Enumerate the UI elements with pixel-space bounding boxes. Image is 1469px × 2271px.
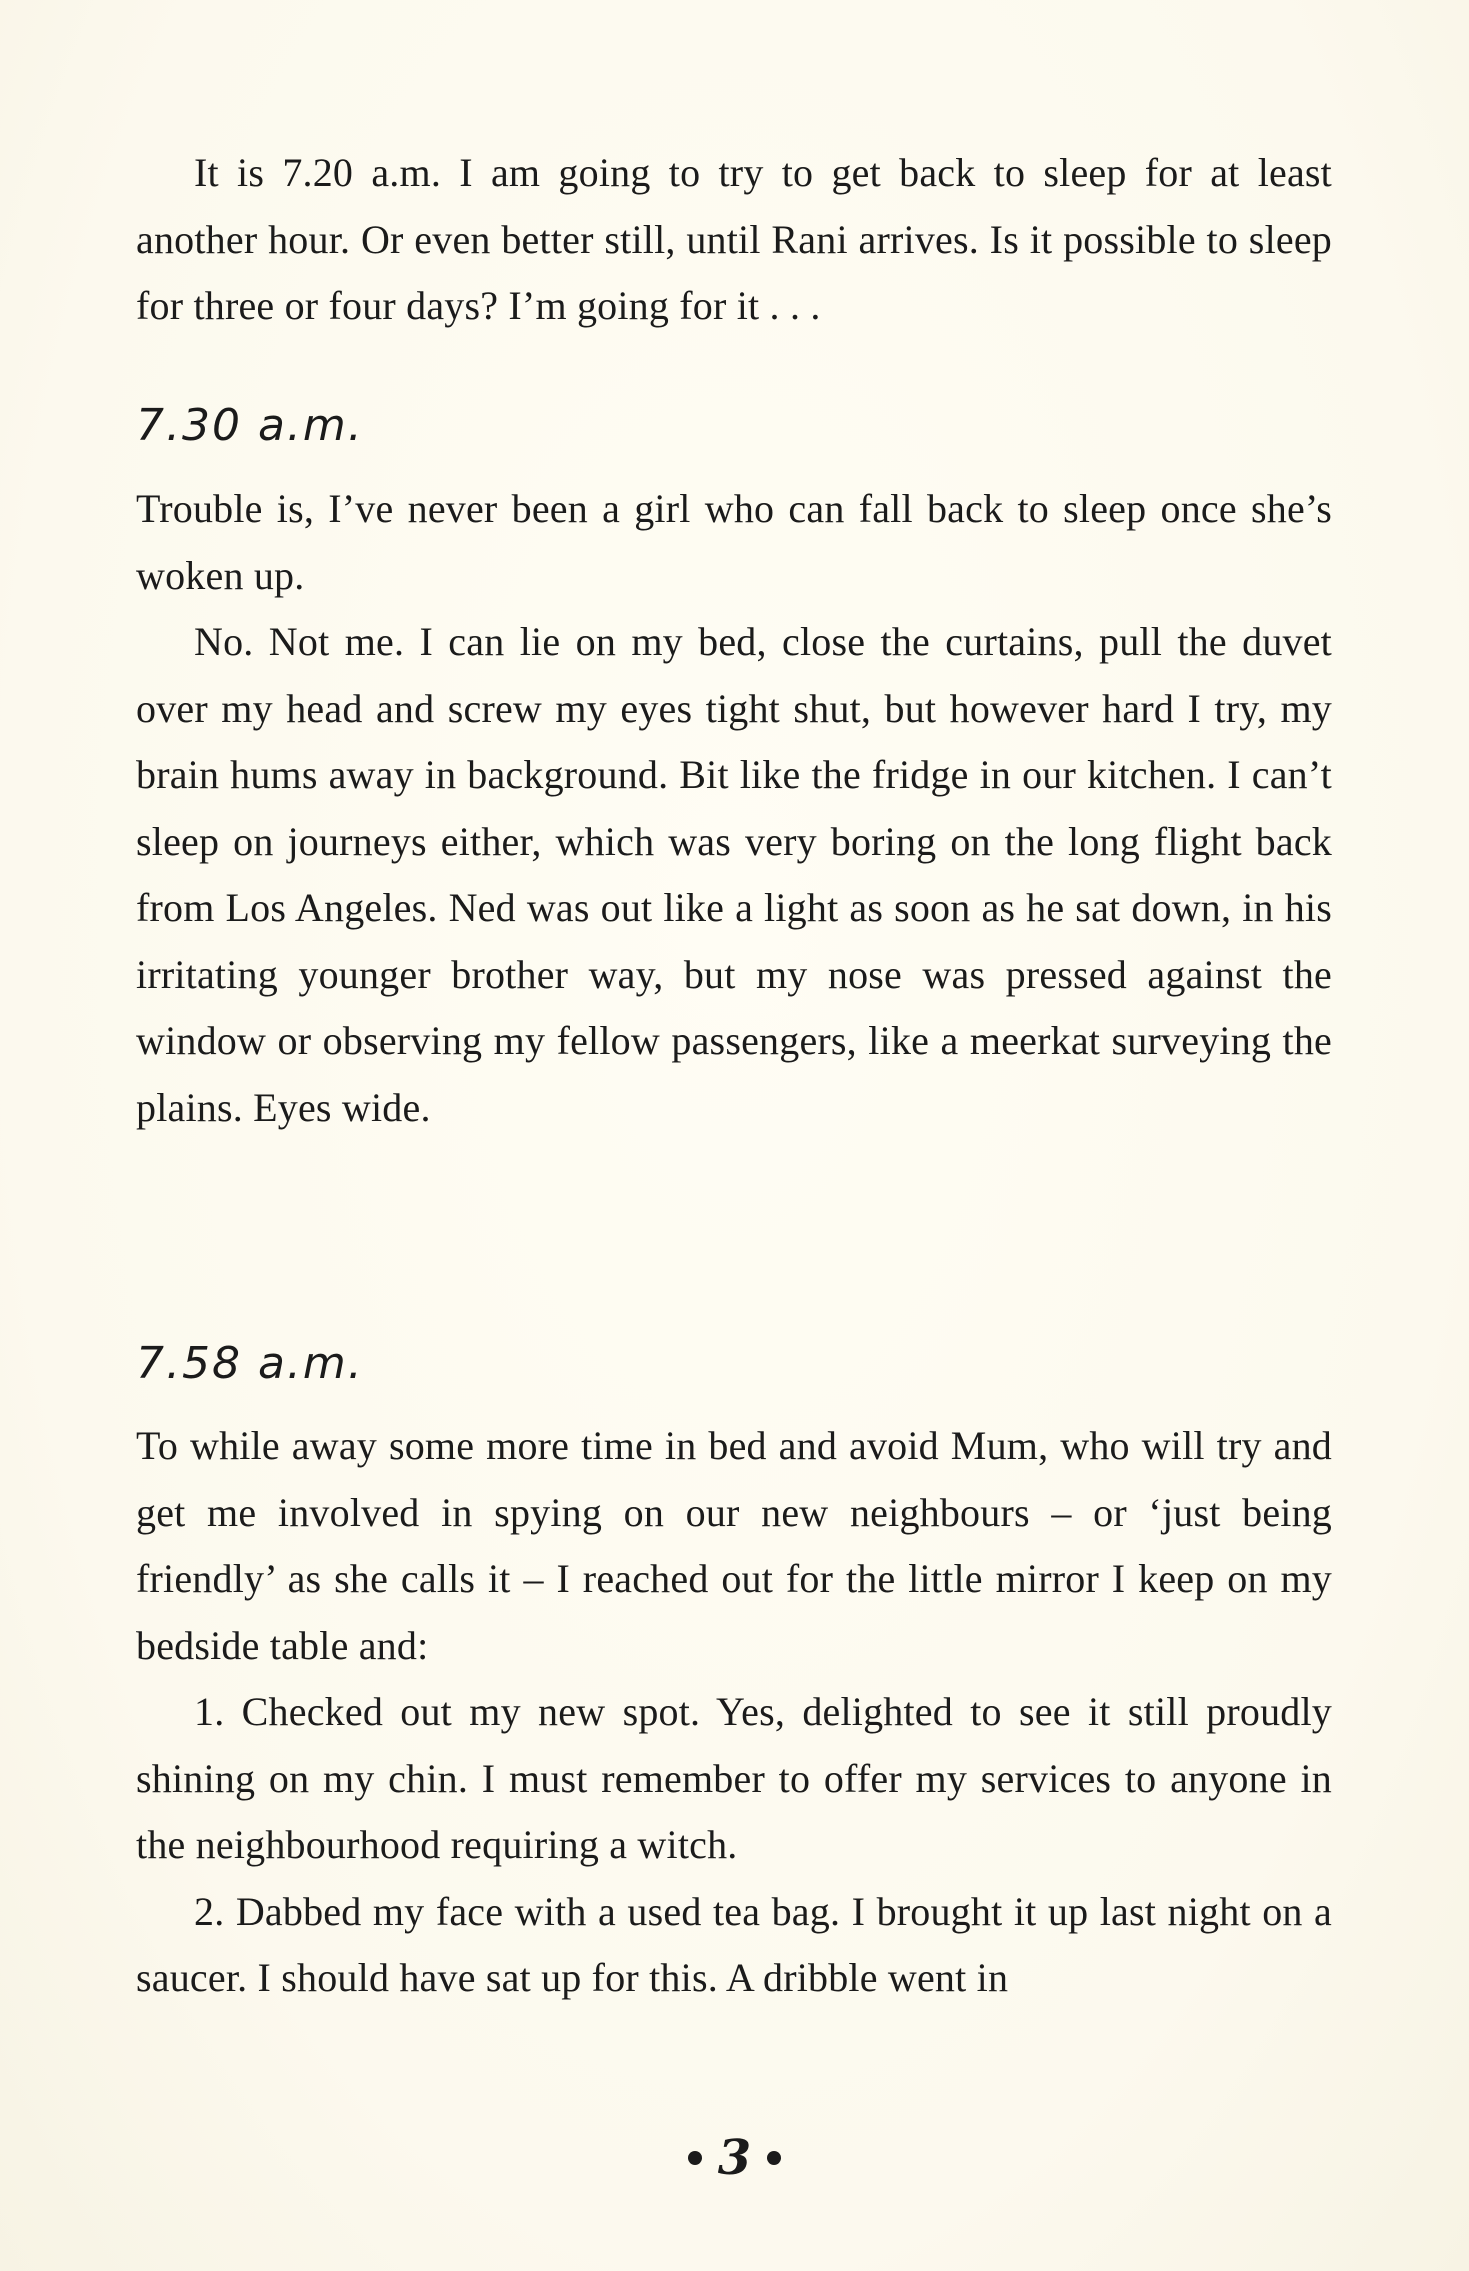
bullet-left-icon: [688, 2151, 702, 2165]
intro-paragraph: [136, 140, 1332, 340]
intro-text: It is 7.20 a.m. I am going to try to get back to sleep for at least another hour. Or even better still, until Rani arrives. Is it possible to sleep for three or four days? I’m going for it . . .: [136, 150, 1332, 328]
section-heading-758: 7.58 a.m.: [136, 1338, 364, 1389]
section-2-body: [136, 1413, 1332, 2012]
section-2-paragraph-1: To while away some more time in bed and avoid Mum, who will try and get me involved in spying on our new neighbours – or ‘just being friendly’ as she calls it – I reached out for the little mirror I keep on my bedside table and:: [136, 1423, 1332, 1668]
list-item-1: 1. Checked out my new spot. Yes, delighted to see it still proudly shining on my chin. I must remember to offer my services to anyone in the neighbourhood requiring a witch.: [136, 1689, 1332, 1867]
page-number: 3: [717, 2130, 752, 2186]
list-item-2: 2. Dabbed my face with a used tea bag. I brought it up last night on a saucer. I should have sat up for this. A dribble went in: [136, 1888, 1332, 2000]
section-1-body: [136, 476, 1332, 1141]
section-1-paragraph-1: Trouble is, I’ve never been a girl who can fall back to sleep once she’s woken up.: [136, 486, 1332, 598]
section-1-paragraph-2: No. Not me. I can lie on my bed, close the curtains, pull the duvet over my head and screw my eyes tight shut, but however hard I try, my brain hums away in background. Bit like the fridge in our kitchen. I can’t sleep on journeys either, which was very boring on the long flight back from Los Angeles. Ned was out like a light as soon as he sat down, in his irritating younger brother way, but my nose was pressed against the window or observing my fellow passengers, like a meerkat surveying the plains. Eyes wide.: [136, 619, 1332, 1130]
bullet-right-icon: [767, 2151, 781, 2165]
section-heading-730: 7.30 a.m.: [136, 400, 364, 451]
page-number-footer: [0, 2130, 1469, 2186]
